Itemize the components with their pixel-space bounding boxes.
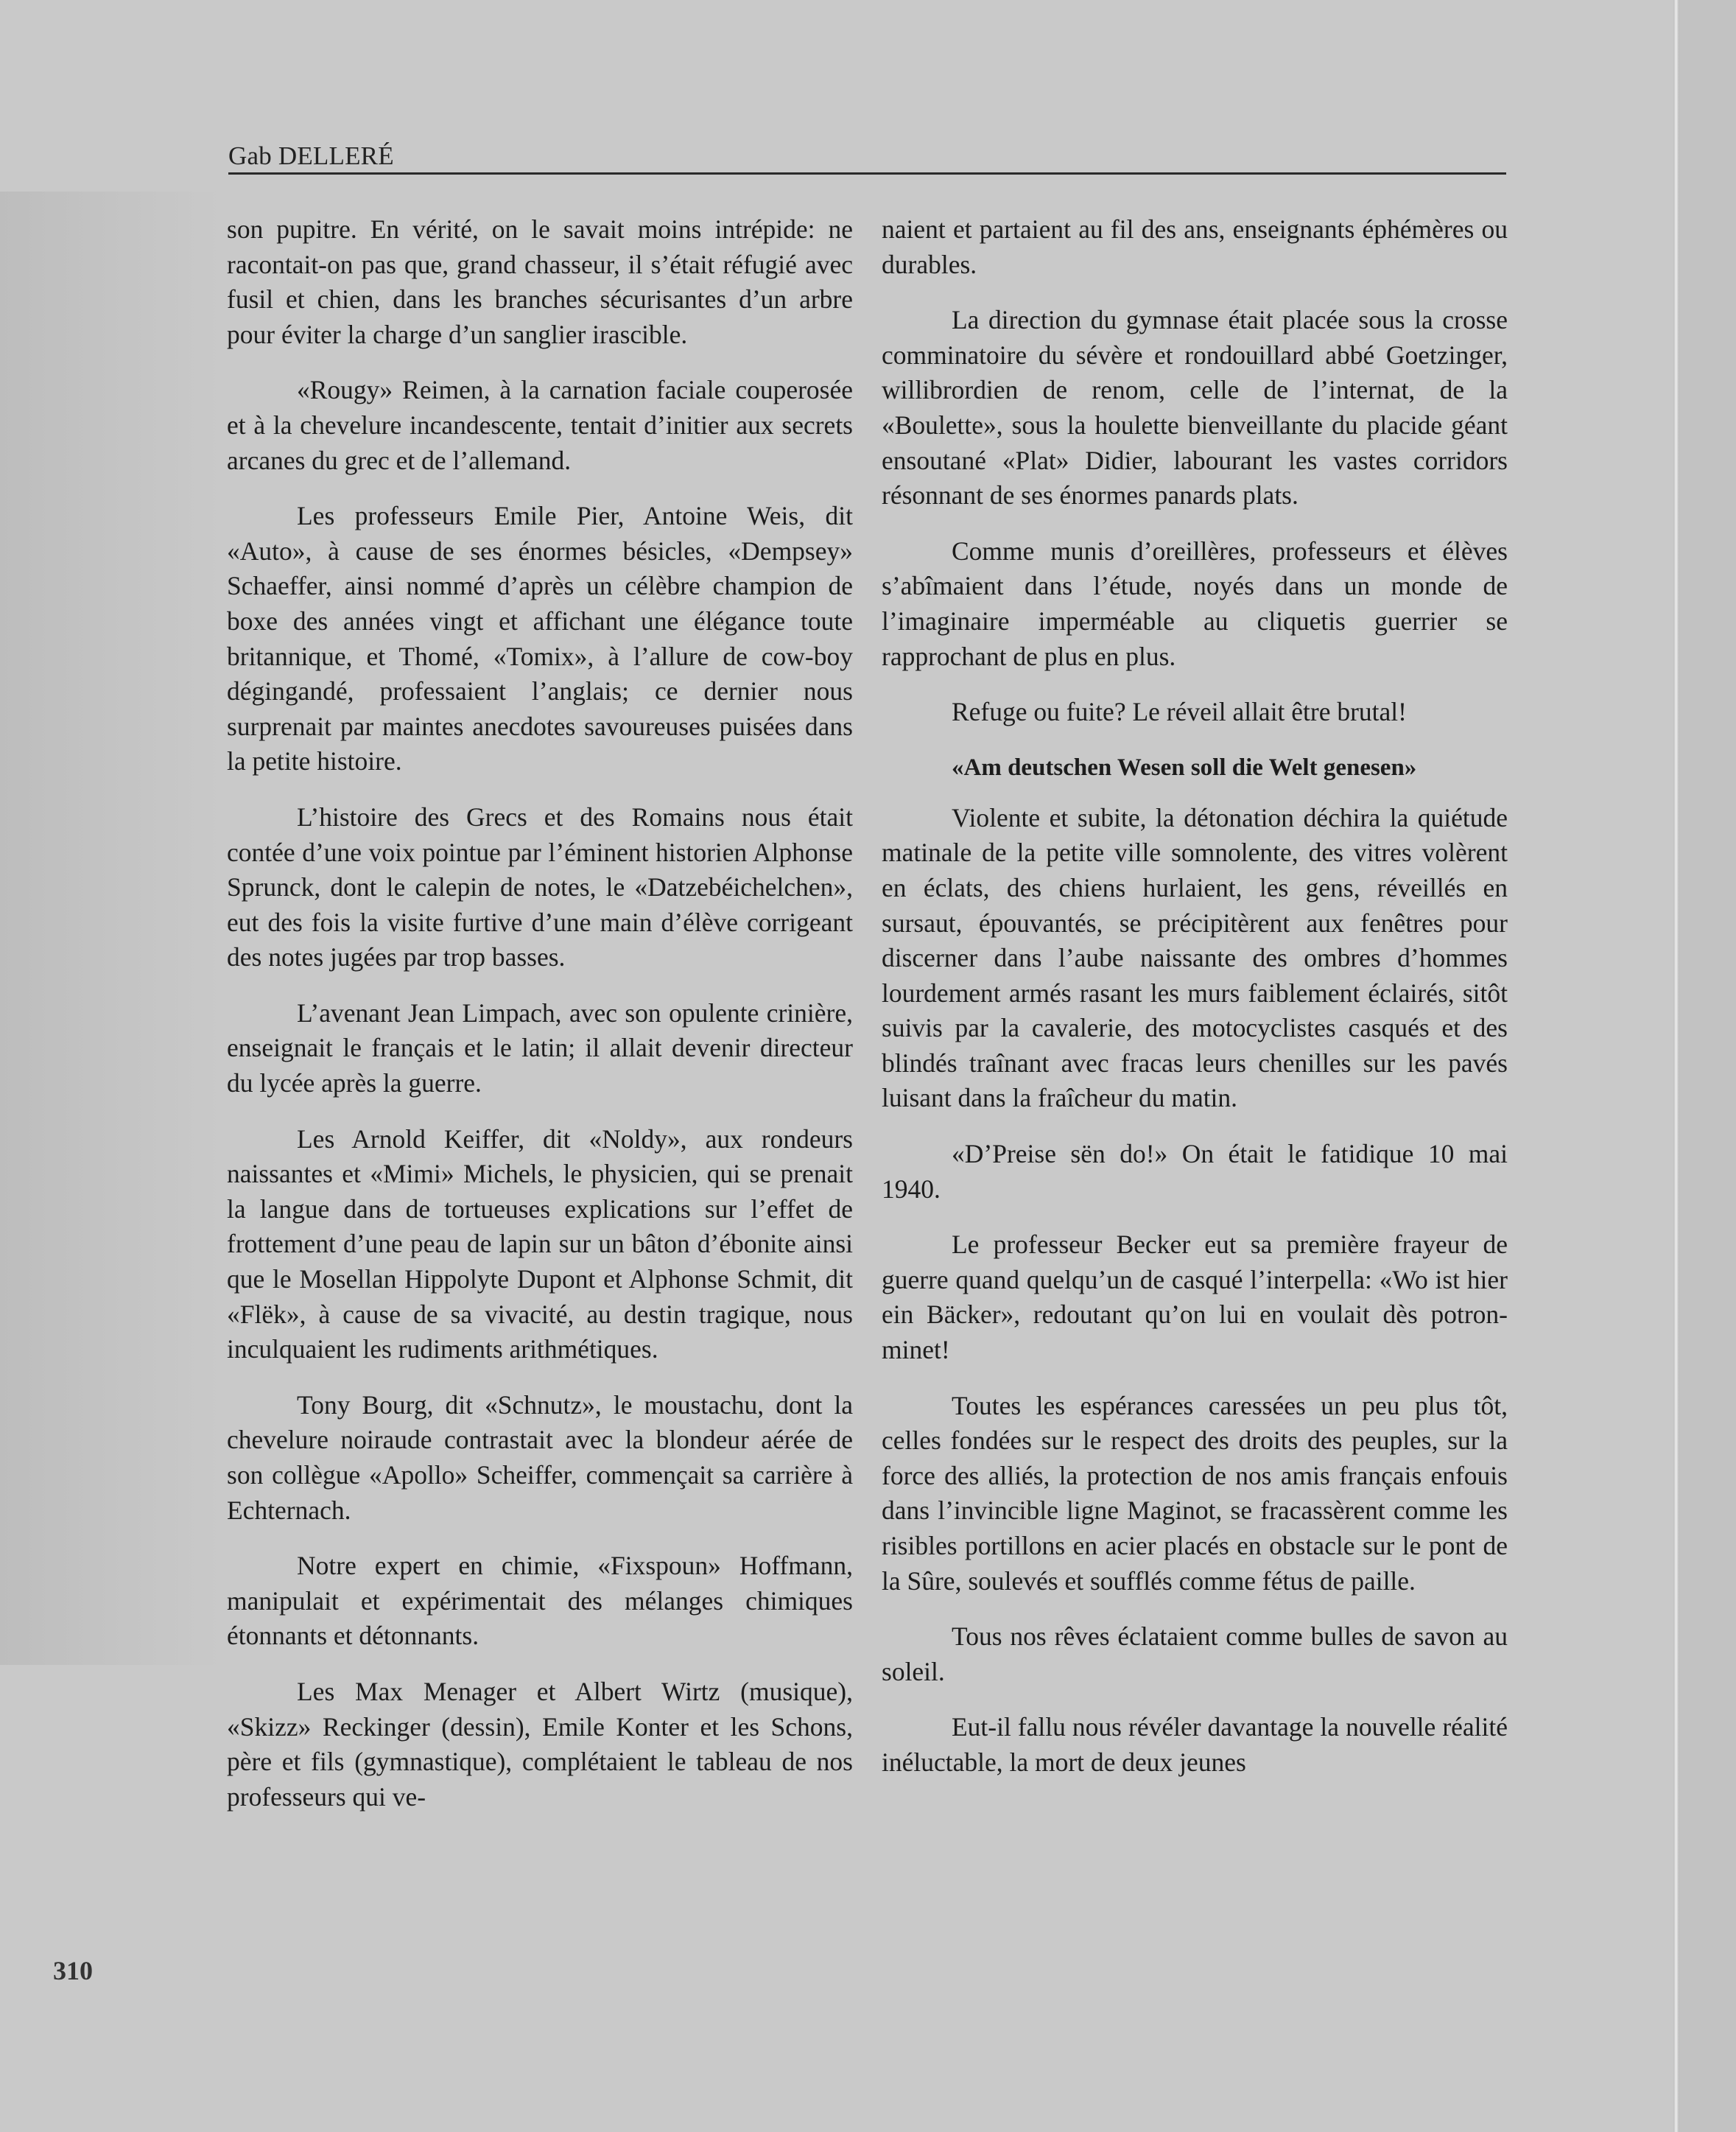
paragraph: «D’Preise sën do!» On était le fatidique 10 mai 1940. xyxy=(882,1139,1508,1204)
paragraph: Toutes les espérances caressées un peu plus tôt, celles fondées sur le respect des droits des peuples, sur la force des alliés, la protection de nos amis français enfouis dans l’invincible ligne Maginot, se fracassèrent comme les risibles portillons en acier placés en obstacle sur le pont de la Sûre, soulevés et soufflés comme fétus de paille. xyxy=(882,1390,1508,1596)
paragraph: La direction du gymnase était placée sous la crosse comminatoire du sévère et rondouillard abbé Goetzinger, willibrordien de renom, celle de l’internat, de la «Boulette», sous la houlette bienveillante du placide géant ensoutané «Plat» Didier, labourant les vastes corridors résonnant de ses énormes panards plats. xyxy=(882,305,1508,511)
paragraph: son pupitre. En vérité, on le savait moins intrépide: ne racontait-on pas que, grand chasseur, il s’était réfugié avec fusil et chien, dans les branches sécurisantes d’un arbre pour éviter la charge d’un sanglier irascible. xyxy=(227,214,853,349)
page-edge-spine xyxy=(1673,0,1679,2132)
running-head-author: Gab DELLERÉ xyxy=(228,141,394,170)
paragraph: Tony Bourg, dit «Schnutz», le moustachu, dont la chevelure noiraude contrastait avec la blondeur aérée de son collègue «Apollo» Scheiffer, commençait sa carrière à Echternach. xyxy=(227,1389,853,1525)
paragraph: Les professeurs Emile Pier, Antoine Weis, dit «Auto», à cause de ses énormes bésicles, «Dempsey» Schaeffer, ainsi nommé d’après un célèbre champion de boxe des années vingt et affichant une élégance toute britannique, et Thomé, «Tomix», à l’allure de cow-boy dégingandé, professaient l’anglais; ce dernier nous surprenait par maintes anecdotes savoureuses puisées dans la petite histoire. xyxy=(227,501,853,776)
adjacent-page-margin xyxy=(1679,0,1736,2132)
right-column xyxy=(882,212,1508,1801)
left-column xyxy=(227,212,853,1835)
page-number: 310 xyxy=(53,1956,93,1985)
paragraph: Les Arnold Keiffer, dit «Noldy», aux rondeurs naissantes et «Mimi» Michels, le physicien, qui se prenait la langue dans de tortueuses explications sur l’effet de frottement d’une peau de lapin sur un bâton d’ébonite ainsi que le Mosellan Hippolyte Dupont et Alphonse Schmit, dit «Flëk», à cause de sa vivacité, au destin tragique, nous inculquaient les rudiments arithmétiques. xyxy=(227,1123,853,1364)
paragraph: L’avenant Jean Limpach, avec son opulente crinière, enseignait le français et le latin; il allait devenir directeur du lycée après la guerre. xyxy=(227,997,853,1098)
paragraph: Les Max Menager et Albert Wirtz (musique), «Skizz» Reckinger (dessin), Emile Konter et les Schons, père et fils (gymnastique), complétaient le tableau de nos professeurs qui ve- xyxy=(227,1676,853,1812)
paragraph: «Rougy» Reimen, à la carnation faciale couperosée et à la chevelure incandescente, tentait d’initier aux secrets arcanes du grec et de l’allemand. xyxy=(227,375,853,475)
paragraph: Comme munis d’oreillères, professeurs et élèves s’abîmaient dans l’étude, noyés dans un monde de l’imaginaire imperméable au cliquetis guerrier se rapprochant de plus en plus. xyxy=(882,536,1508,671)
paragraph: Eut-il fallu nous révéler davantage la nouvelle réalité inéluctable, la mort de deux jeunes xyxy=(882,1712,1508,1777)
paragraph: Le professeur Becker eut sa première frayeur de guerre quand quelqu’un de casqué l’interpella: «Wo ist hier ein Bäcker», redoutant qu’on lui en voulait dès potron-minet! xyxy=(882,1230,1508,1365)
section-heading: «Am deutschen Wesen soll die Welt genesen» xyxy=(952,754,1417,781)
header-rule xyxy=(228,172,1506,175)
paragraph: L’histoire des Grecs et des Romains nous était contée d’une voix pointue par l’éminent historien Alphonse Sprunck, dont le calepin de notes, le «Datzebéichelchen», eut des fois la visite furtive d’une main d’élève corrigeant des notes jugées par trop basses. xyxy=(227,802,853,972)
paragraph: Refuge ou fuite? Le réveil allait être brutal! xyxy=(952,697,1407,727)
paragraph: Violente et subite, la détonation déchira la quiétude matinale de la petite ville somnolente, des vitres volèrent en éclats, des chiens hurlaient, les gens, réveillés en sursaut, épouvantés, se précipitèrent aux fenêtres pour discerner dans l’aube naissante des ombres d’hommes lourdement armés rasant les murs faiblement éclairés, sitôt suivis par la cavalerie, des motocyclistes casqués et des blindés traînant avec fracas leurs chenilles sur les pavés luisant dans la fraîcheur du matin. xyxy=(882,802,1508,1113)
paragraph: naient et partaient au fil des ans, enseignants éphémères ou durables. xyxy=(882,214,1508,279)
paragraph: Notre expert en chimie, «Fixspoun» Hoffmann, manipulait et expérimentait des mélanges chimiques étonnants et détonnants. xyxy=(227,1551,853,1651)
paragraph: Tous nos rêves éclataient comme bulles de savon au soleil. xyxy=(882,1621,1508,1686)
scan-shadow xyxy=(0,192,221,1665)
